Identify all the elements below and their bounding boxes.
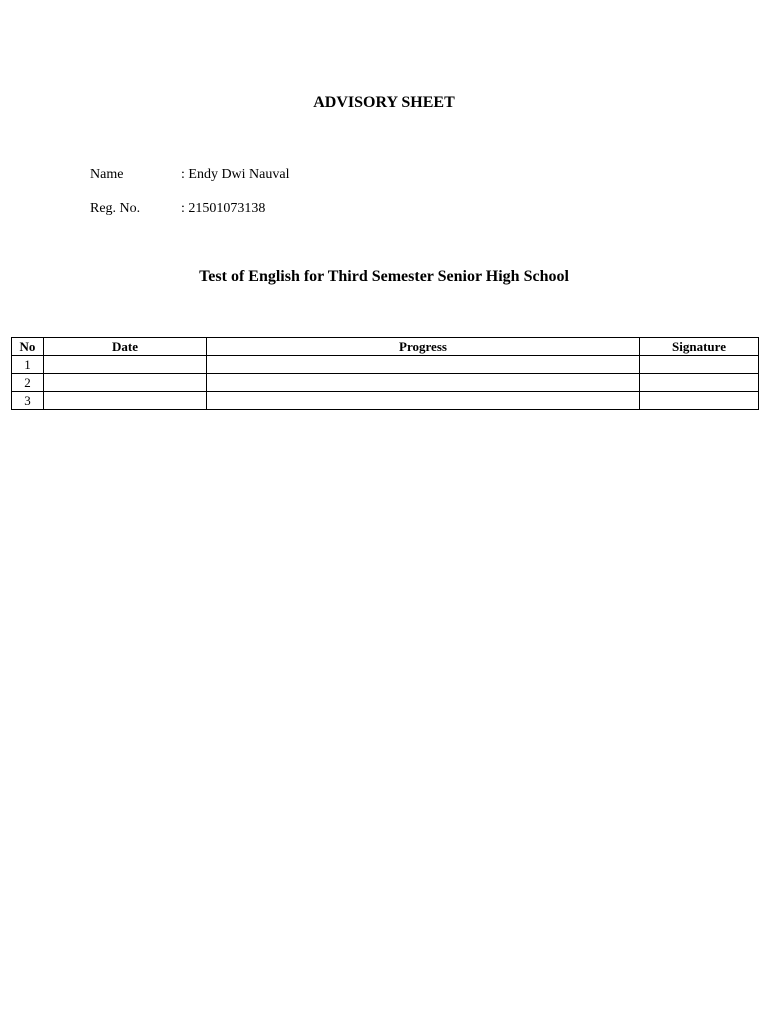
row-number: 3 [12,392,44,410]
date-cell [44,356,207,374]
column-header-progress: Progress [207,338,640,356]
table-row [12,356,759,374]
name-field [90,166,289,184]
date-cell [44,392,207,410]
signature-cell [640,374,759,392]
table-row [12,392,759,410]
row-number: 2 [12,374,44,392]
reg-no-field [90,200,265,218]
name-value: : Endy Dwi Nauval [181,167,290,182]
reg-no-value: : 21501073138 [181,201,266,216]
table-row [12,374,759,392]
table-header-row [12,338,759,356]
column-header-no: No [12,338,44,356]
date-cell [44,374,207,392]
document-subtitle: Test of English for Third Semester Senior High School [199,268,569,285]
reg-no-label: Reg. No. [90,201,141,216]
signature-cell [640,392,759,410]
signature-cell [640,356,759,374]
column-header-signature: Signature [640,338,759,356]
row-number: 1 [12,356,44,374]
page-title: ADVISORY SHEET [313,94,455,111]
name-label: Name [90,167,124,182]
progress-cell [207,374,640,392]
progress-cell [207,356,640,374]
progress-cell [207,392,640,410]
column-header-date: Date [44,338,207,356]
advisory-table [11,337,759,410]
